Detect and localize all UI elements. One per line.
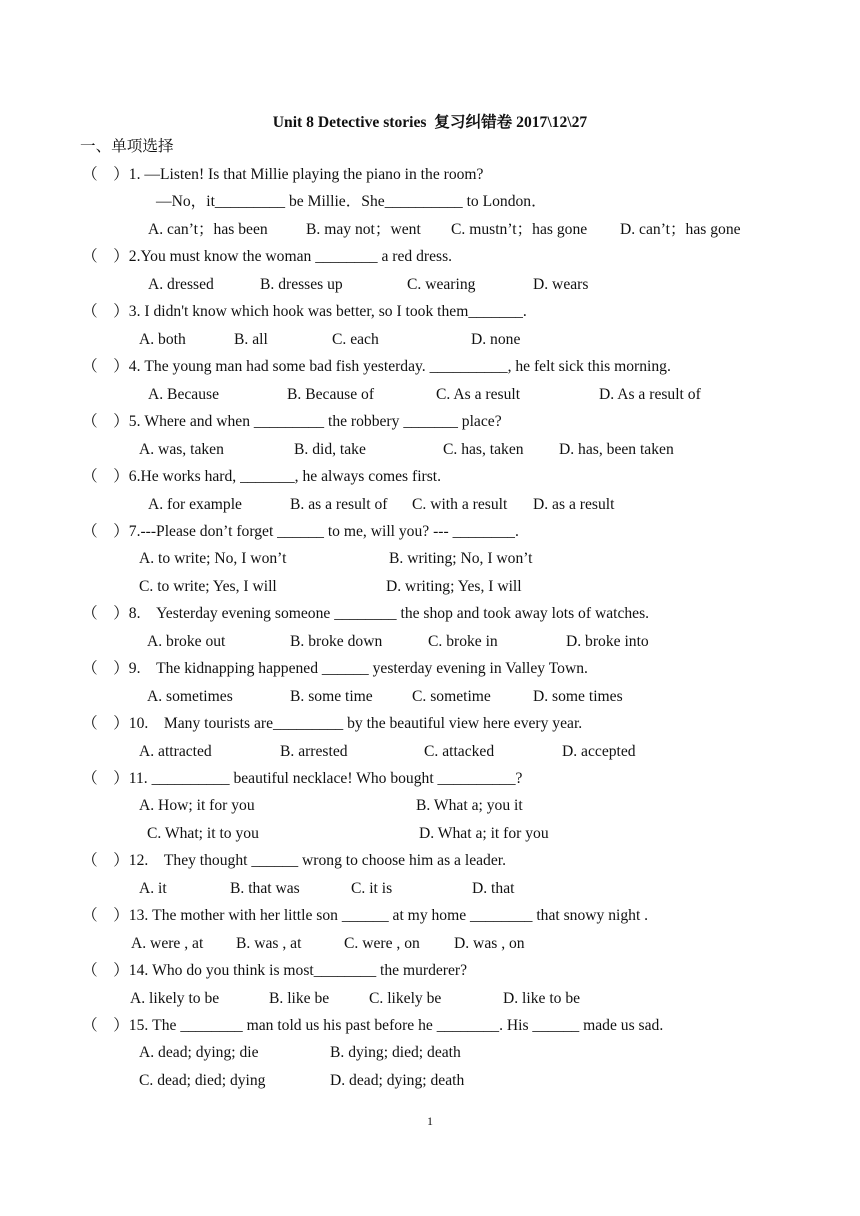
question-10-option-c: C. attacked <box>424 743 495 760</box>
question-4-option-d: D. As a result of <box>599 386 701 403</box>
question-12-stem: （ ）12. They thought ______ wrong to choose him as a leader. <box>82 852 506 869</box>
question-13-option-d: D. was , on <box>454 935 525 952</box>
question-10-option-b: B. arrested <box>280 743 348 760</box>
question-3-option-a: A. both <box>139 331 186 348</box>
question-3-stem: （ ）3. I didn't know which hook was better, so I took them_______. <box>82 303 527 320</box>
question-14-option-d: D. like to be <box>503 990 581 1007</box>
question-15-option-c: C. dead; died; dying <box>139 1072 266 1089</box>
question-5-option-a: A. was, taken <box>139 441 224 458</box>
question-12-option-b: B. that was <box>230 880 300 897</box>
question-1-option-b: B. may not；went <box>306 221 421 238</box>
question-1-stem: （ ）1. —Listen! Is that Millie playing the piano in the room? <box>82 166 484 183</box>
question-7-option-c: C. to write; Yes, I will <box>139 578 277 595</box>
question-12-option-c: C. it is <box>351 880 393 897</box>
question-4-stem: （ ）4. The young man had some bad fish yesterday. __________, he felt sick this morning. <box>82 358 671 375</box>
question-12-option-a: A. it <box>139 880 167 897</box>
section-heading: 一、单项选择 <box>80 138 174 155</box>
question-8-option-a: A. broke out <box>147 633 226 650</box>
question-5-option-c: C. has, taken <box>443 441 524 458</box>
question-15-option-a: A. dead; dying; die <box>139 1044 259 1061</box>
question-8-option-b: B. broke down <box>290 633 383 650</box>
question-15-stem: （ ）15. The ________ man told us his past before he ________. His ______ made us sad. <box>82 1017 664 1034</box>
question-7-option-d: D. writing; Yes, I will <box>386 578 522 595</box>
question-11-stem: （ ）11. __________ beautiful necklace! Who bought __________? <box>82 770 523 787</box>
question-12-option-d: D. that <box>472 880 515 897</box>
question-14-option-a: A. likely to be <box>130 990 220 1007</box>
question-9-stem: （ ）9. The kidnapping happened ______ yesterday evening in Valley Town. <box>82 660 588 677</box>
question-1-option-d: D. can’t；has gone <box>620 221 741 238</box>
question-15-option-d: D. dead; dying; death <box>330 1072 465 1089</box>
question-2-option-b: B. dresses up <box>260 276 343 293</box>
question-13-option-b: B. was , at <box>236 935 302 952</box>
question-2-option-c: C. wearing <box>407 276 476 293</box>
question-6-option-c: C. with a result <box>412 496 508 513</box>
question-3-option-b: B. all <box>234 331 268 348</box>
question-14-stem: （ ）14. Who do you think is most________ the murderer? <box>82 962 468 979</box>
question-3-option-d: D. none <box>471 331 521 348</box>
question-14-option-b: B. like be <box>269 990 330 1007</box>
question-6-option-d: D. as a result <box>533 496 615 513</box>
question-15-option-b: B. dying; died; death <box>330 1044 461 1061</box>
document-title: Unit 8 Detective stories 复习纠错卷 2017\12\27 <box>272 114 588 131</box>
question-9-option-b: B. some time <box>290 688 373 705</box>
question-9-option-c: C. sometime <box>412 688 491 705</box>
question-5-option-b: B. did, take <box>294 441 366 458</box>
question-8-stem: （ ）8. Yesterday evening someone ________ the shop and took away lots of watches. <box>82 605 650 622</box>
question-5-stem: （ ）5. Where and when _________ the robbery _______ place? <box>82 413 502 430</box>
question-9-option-a: A. sometimes <box>147 688 233 705</box>
question-6-option-a: A. for example <box>148 496 242 513</box>
question-4-option-a: A. Because <box>148 386 220 403</box>
question-7-option-b: B. writing; No, I won’t <box>389 550 533 567</box>
question-13-option-c: C. were , on <box>344 935 420 952</box>
question-1-option-c: C. mustn’t；has gone <box>451 221 588 238</box>
question-7-stem: （ ）7.---Please don’t forget ______ to me, will you? --- ________. <box>82 523 519 540</box>
question-14-option-c: C. likely be <box>369 990 442 1007</box>
question-7-option-a: A. to write; No, I won’t <box>139 550 287 567</box>
question-11-option-c: C. What; it to you <box>147 825 259 842</box>
question-4-option-b: B. Because of <box>287 386 375 403</box>
question-4-option-c: C. As a result <box>436 386 521 403</box>
question-11-option-d: D. What a; it for you <box>419 825 549 842</box>
question-1-option-a: A. can’t；has been <box>148 221 268 238</box>
question-6-stem: （ ）6.He works hard, _______, he always comes first. <box>82 468 442 485</box>
question-10-option-d: D. accepted <box>562 743 636 760</box>
question-13-stem: （ ）13. The mother with her little son ______ at my home ________ that snowy night . <box>82 907 649 924</box>
question-10-stem: （ ）10. Many tourists are_________ by the beautiful view here every year. <box>82 715 583 732</box>
question-2-option-d: D. wears <box>533 276 589 293</box>
question-6-option-b: B. as a result of <box>290 496 388 513</box>
question-8-option-c: C. broke in <box>428 633 498 650</box>
question-2-stem: （ ）2.You must know the woman ________ a red dress. <box>82 248 453 265</box>
question-11-option-b: B. What a; you it <box>416 797 523 814</box>
question-5-option-d: D. has, been taken <box>559 441 674 458</box>
question-11-option-a: A. How; it for you <box>139 797 255 814</box>
question-10-option-a: A. attracted <box>139 743 212 760</box>
question-1-extra: —No，it_________ be Millie．She__________ to London． <box>156 193 547 210</box>
question-9-option-d: D. some times <box>533 688 623 705</box>
question-13-option-a: A. were , at <box>131 935 204 952</box>
question-8-option-d: D. broke into <box>566 633 649 650</box>
question-2-option-a: A. dressed <box>148 276 214 293</box>
question-3-option-c: C. each <box>332 331 379 348</box>
page-number: 1 <box>427 1114 433 1128</box>
